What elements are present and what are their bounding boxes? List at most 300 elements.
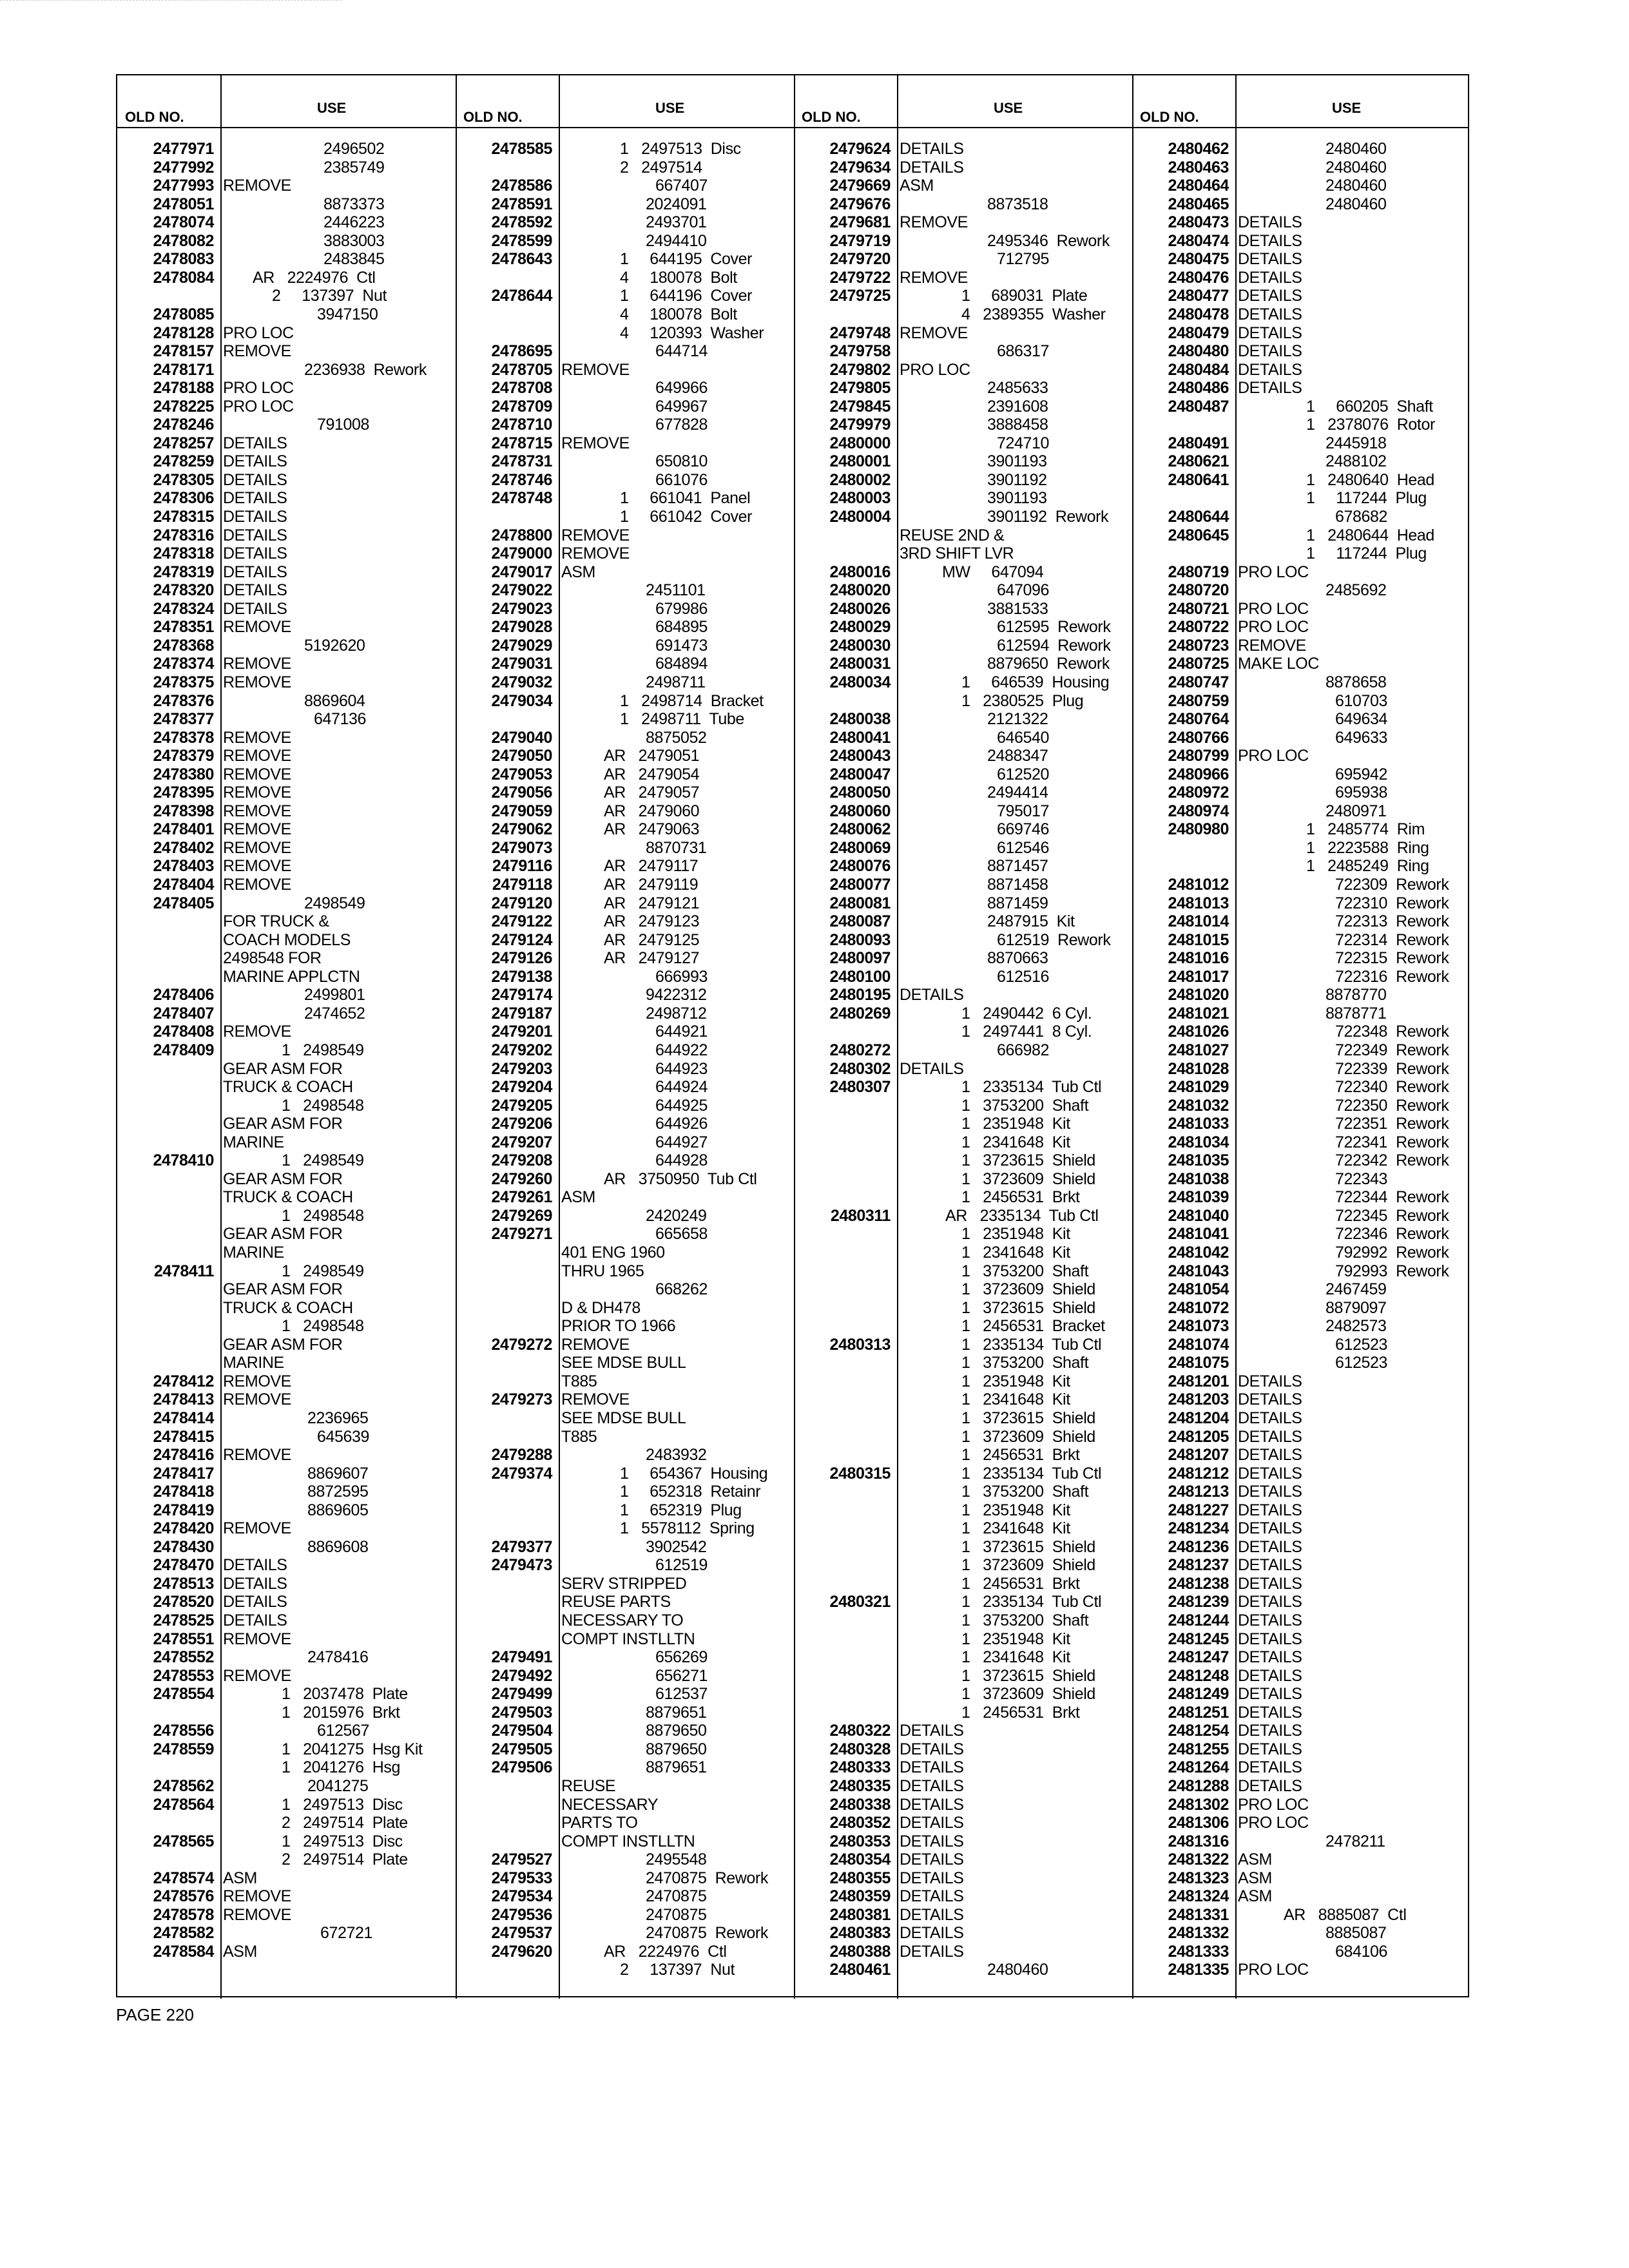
table-row [456,1428,794,1446]
old-number: 2480465 [1168,195,1229,213]
old-number: 2480269 [829,1004,891,1023]
table-row [456,250,794,268]
old-number: 2479118 [492,876,552,894]
table-row [794,968,1132,986]
table-row [1132,820,1470,838]
use-entry: 612523 [1335,1354,1388,1372]
old-number: 2479056 [491,783,552,802]
table-row [117,1299,456,1317]
table-row [1132,1685,1470,1703]
use-entry: 2470875 [646,1905,707,1924]
old-number: 2478407 [153,1004,214,1023]
old-number: 2480464 [1168,177,1229,195]
table-row [794,324,1132,342]
use-entry: 2498711 [646,673,706,691]
table-row [456,1961,794,1979]
use-entry: DETAILS [1238,1593,1302,1611]
old-number: 2480723 [1168,636,1229,655]
use-entry: 679986 [655,599,708,618]
table-row [117,673,456,691]
old-number: 2478582 [153,1924,214,1943]
table-row [456,1704,794,1722]
table-row [1132,1097,1470,1115]
use-entry: 2483932 [646,1446,707,1465]
old-number: 2479261 [491,1188,552,1207]
table-row [794,1887,1132,1905]
table-row [456,379,794,397]
old-number: 2480043 [829,747,891,765]
use-entry: PRO LOC [223,397,294,416]
old-number: 2480020 [829,581,891,600]
table-row [794,213,1132,231]
table-row [794,1611,1132,1629]
old-number: 2479062 [491,820,552,839]
old-number: 2480644 [1168,508,1229,526]
table-row [117,1409,456,1427]
use-entry: 722339 Rework [1335,1059,1449,1078]
old-number: 2478554 [153,1685,214,1704]
use-entry: 8879651 [646,1758,707,1777]
use-entry: D & DH478 [561,1298,641,1317]
use-entry: 8871457 [987,857,1048,876]
use-entry: AR 2479125 [604,930,700,949]
old-number: 2481333 [1168,1942,1229,1961]
use-entry: DETAILS [1238,1446,1302,1465]
old-number: 2478188 [153,379,214,398]
old-number: 2480484 [1168,360,1229,379]
use-entry: 656271 [655,1666,708,1685]
old-number: 2478376 [153,691,214,710]
old-number: 2478552 [153,1648,214,1667]
use-entry: 8878771 [1325,1004,1387,1023]
table-row [794,159,1132,177]
table-row [456,1390,794,1408]
use-entry: 1 2335134 Tub Ctl [961,1335,1102,1354]
old-number: 2481073 [1168,1317,1229,1336]
old-number: 2479017 [491,562,552,581]
table-row [117,1758,456,1776]
use-entry: 2470875 [646,1887,707,1906]
use-entry: 612520 [997,765,1050,783]
use-entry: REMOVE [223,747,291,765]
old-number: 2478417 [153,1464,214,1483]
table-row [1132,434,1470,452]
table-row [1132,783,1470,802]
use-entry: 1 3723615 Shield [961,1666,1095,1685]
use-entry: 2445918 [1325,434,1387,452]
table-row [456,839,794,857]
table-row [1132,1648,1470,1666]
use-entry: 684106 [1335,1942,1388,1961]
use-entry: AR 2479121 [604,894,700,912]
use-entry: REMOVE [223,838,291,857]
table-row [1132,1115,1470,1133]
table-row [456,508,794,526]
table-row [794,1317,1132,1335]
old-number: 2479725 [829,287,891,305]
use-entry: DETAILS [223,562,287,581]
old-number: 2480195 [829,986,891,1004]
old-number: 2479260 [491,1169,552,1188]
old-number: 2480799 [1168,747,1229,765]
table-row [456,324,794,342]
use-entry: 8869605 [307,1501,369,1519]
table-row [117,1041,456,1059]
old-number: 2478599 [491,231,552,250]
table-row [456,692,794,710]
old-number: 2477971 [153,140,214,158]
table-row [794,1961,1132,1979]
use-entry: GEAR ASM FOR [223,1225,343,1244]
table-row [117,489,456,507]
table-row [794,489,1132,507]
use-entry: 2480460 [1325,177,1387,195]
use-entry: 2483845 [323,250,385,269]
table-row [794,1777,1132,1795]
old-number: 2479722 [829,268,891,287]
use-entry: REMOVE [223,618,291,637]
table-row [794,1575,1132,1593]
use-entry: DETAILS [1238,360,1302,379]
table-row [794,1207,1132,1225]
old-number: 2481072 [1168,1298,1229,1317]
table-row [794,1041,1132,1059]
old-number: 2479028 [491,618,552,637]
scan-artifact [0,0,342,5]
old-number: 2481237 [1168,1556,1229,1575]
use-entry: 1 644196 Cover [620,287,753,305]
table-row [1132,692,1470,710]
old-number: 2478748 [491,489,552,508]
use-entry: 2494410 [646,231,707,250]
old-number: 2479499 [491,1685,552,1704]
table-row [1132,269,1470,287]
use-entry: 722341 Rework [1335,1133,1449,1151]
use-entry: DETAILS [900,1795,964,1814]
table-row [794,1501,1132,1519]
old-number: 2478395 [153,783,214,802]
old-number: 2478316 [153,526,214,544]
table-row [794,508,1132,526]
use-entry: 3901193 [987,489,1047,508]
use-entry: 1 2015976 Brkt [282,1703,400,1722]
table-row [794,250,1132,268]
table-row [456,1372,794,1390]
table-row [794,986,1132,1004]
old-number: 2478306 [153,489,214,508]
use-entry: 2470875 Rework [646,1924,768,1943]
table-row [1132,416,1470,434]
use-entry: 2121322 [987,710,1048,729]
header-use: USE [317,100,347,116]
old-number: 2480029 [829,618,891,637]
table-row [1132,526,1470,544]
table-row [117,177,456,195]
old-number: 2478380 [153,765,214,783]
old-number: 2478418 [153,1483,214,1501]
old-number: 2480980 [1168,820,1229,839]
table-row [1132,1060,1470,1078]
old-number: 2478525 [153,1611,214,1629]
use-entry: 8869604 [304,691,365,710]
use-entry: 1 3723615 Shield [961,1408,1095,1427]
use-entry: MARINE [223,1133,284,1151]
table-row [794,673,1132,691]
table-row [117,1372,456,1390]
table-row [794,1796,1132,1814]
table-row [456,1575,794,1593]
old-number: 2481264 [1168,1758,1229,1777]
old-number: 2479536 [491,1905,552,1924]
use-entry: 667407 [655,177,708,195]
table-row [1132,1207,1470,1225]
use-entry: 644923 [655,1059,708,1078]
use-entry: REMOVE [900,268,968,287]
use-entry: 1 646539 Housing [961,673,1110,691]
table-row [1132,544,1470,562]
old-number: 2481247 [1168,1648,1229,1667]
use-entry: ASM [561,562,595,581]
use-entry: DETAILS [1238,1556,1302,1575]
table-row [794,1850,1132,1869]
table-row [1132,1133,1470,1151]
old-number: 2481074 [1168,1335,1229,1354]
use-entry: 791008 [317,416,370,434]
table-row [1132,305,1470,323]
old-number: 2478368 [153,636,214,655]
use-entry: 2 137397 Nut [272,287,387,305]
old-number: 2478643 [491,250,552,269]
old-number: 2478592 [491,213,552,232]
table-row [1132,1667,1470,1685]
old-number: 2479634 [829,158,891,177]
use-entry: DETAILS [900,1905,964,1924]
table-row [117,361,456,379]
use-entry: 1 2351948 Kit [961,1372,1070,1390]
table-row [794,1354,1132,1372]
table-row [117,324,456,342]
use-entry: PRO LOC [1238,1795,1309,1814]
use-entry: REMOVE [1238,636,1306,655]
old-number: 2478318 [153,544,214,563]
use-entry: DETAILS [900,1924,964,1943]
table-row [456,600,794,618]
use-entry: 1 2037478 Plate [282,1685,408,1704]
use-entry: 646540 [997,728,1050,747]
table-row [1132,1924,1470,1942]
use-entry: REMOVE [223,1629,291,1648]
table-row [117,1097,456,1115]
old-number: 2481302 [1168,1795,1229,1814]
old-number: 2478415 [153,1427,214,1446]
use-entry: REMOVE [223,783,291,802]
use-entry: ASM [223,1869,257,1887]
old-number: 2481029 [1168,1078,1229,1097]
header-use: USE [1332,100,1362,116]
use-entry: 8871458 [987,876,1048,894]
table-row [794,1115,1132,1133]
table-row [456,305,794,323]
table-row [117,342,456,360]
use-entry: 672721 [320,1924,373,1943]
table-row [1132,1004,1470,1023]
table-row [456,1556,794,1574]
use-entry: 8872595 [307,1483,369,1501]
table-row [456,361,794,379]
table-row [1132,342,1470,360]
table-row [117,1593,456,1611]
table-row [456,1593,794,1611]
use-entry: AR 2479057 [604,783,700,802]
table-row [456,1850,794,1869]
use-entry: DETAILS [223,1556,287,1575]
use-entry: REMOVE [223,1887,291,1906]
use-entry: 612519 Rework [997,930,1111,949]
use-entry: 684895 [655,618,708,637]
table-row [794,1023,1132,1041]
use-entry: DETAILS [1238,1776,1302,1795]
use-entry: DETAILS [223,544,287,563]
table-row [1132,379,1470,397]
old-number: 2481013 [1168,894,1229,912]
use-entry: MW 647094 [942,562,1044,581]
table-row [456,489,794,507]
table-row [117,1630,456,1648]
use-entry: 1 2498548 [282,1317,364,1336]
header-old-no: OLD NO. [1140,109,1199,125]
old-number: 2480477 [1168,287,1229,305]
table-row [456,1758,794,1776]
old-number: 2478402 [153,838,214,857]
use-entry: DETAILS [1238,1629,1302,1648]
table-row [456,710,794,728]
old-number: 2481017 [1168,967,1229,986]
use-entry: 1 3753200 Shaft [961,1262,1089,1280]
table-row [794,802,1132,820]
use-entry: PARTS TO [561,1814,638,1832]
old-number: 2481205 [1168,1427,1229,1446]
old-number: 2480719 [1168,562,1229,581]
old-number: 2478412 [153,1372,214,1390]
table-row [794,1538,1132,1556]
old-number: 2479374 [491,1464,552,1483]
use-entry: DETAILS [900,1814,964,1832]
table-row [1132,1961,1470,1979]
table-row [456,1151,794,1169]
table-row [117,765,456,783]
table-row [1132,232,1470,250]
use-entry: PRO LOC [223,379,294,398]
use-entry: 1 2498548 [282,1096,364,1115]
use-entry: 1 2498714 Bracket [620,691,764,710]
old-number: 2479288 [491,1446,552,1465]
table-row [794,1151,1132,1169]
use-entry: 2480971 [1325,802,1387,820]
table-row [117,1023,456,1041]
old-number: 2480302 [829,1059,891,1078]
use-entry: 8879651 [646,1703,707,1722]
use-entry: 722309 Rework [1335,876,1449,894]
table-row [456,1667,794,1685]
table-row [456,195,794,213]
use-entry: 668262 [655,1280,708,1299]
table-row [456,1869,794,1887]
use-entry: 1 2341648 Kit [961,1519,1070,1538]
old-number: 2478715 [491,434,552,452]
old-number: 2479031 [491,655,552,673]
old-number: 2480359 [829,1887,891,1906]
old-number: 2479537 [491,1924,552,1943]
use-entry: AR 2479051 [604,747,700,765]
old-number: 2480026 [829,599,891,618]
table-row [117,1667,456,1685]
table-row [456,1501,794,1519]
use-entry: REUSE 2ND & [900,526,1005,544]
old-number: 2478584 [153,1942,214,1961]
old-number: 2478710 [491,416,552,434]
table-row [794,1465,1132,1483]
old-number: 2480311 [830,1206,891,1225]
table-row [794,1667,1132,1685]
use-entry: DETAILS [1238,1758,1302,1777]
old-number: 2480475 [1168,250,1229,269]
use-entry: REMOVE [223,802,291,820]
use-entry: NECESSARY TO [561,1611,684,1629]
use-entry: 2 2497514 [620,158,702,177]
table-row [794,269,1132,287]
table-row [456,1777,794,1795]
use-entry: 2 2497514 Plate [282,1850,408,1869]
old-number: 2480383 [829,1924,891,1943]
table-row [456,1170,794,1188]
old-number: 2478157 [153,342,214,361]
use-entry: 2482573 [1325,1317,1387,1336]
use-entry: 647096 [997,581,1050,600]
use-entry: 1 3723609 Shield [961,1427,1095,1446]
table-row [1132,1501,1470,1519]
old-number: 2481324 [1168,1887,1229,1906]
table-row [1132,1758,1470,1776]
old-number: 2478559 [153,1740,214,1758]
use-entry: PRO LOC [1238,618,1309,637]
table-row [117,398,456,416]
old-number: 2478084 [153,268,214,287]
table-row [794,1519,1132,1537]
use-entry: 661076 [655,470,708,489]
use-entry: 1 2456531 Brkt [961,1188,1080,1207]
table-row [456,1832,794,1850]
table-row [794,1446,1132,1464]
table-row [794,1262,1132,1280]
old-number: 2480321 [829,1593,891,1611]
table-row [794,140,1132,158]
old-number: 2481043 [1168,1262,1229,1280]
old-number: 2479719 [829,231,891,250]
table-row [794,1336,1132,1354]
use-entry: 2485633 [987,379,1048,398]
old-number: 2481227 [1168,1501,1229,1519]
old-number: 2480076 [829,857,891,876]
table-row [456,1041,794,1059]
table-row [1132,618,1470,636]
old-number: 2481204 [1168,1408,1229,1427]
use-entry: SERV STRIPPED [561,1574,687,1593]
use-entry: 1 2380525 Plug [961,691,1084,710]
use-entry: 795017 [997,802,1050,820]
table-row [794,1372,1132,1390]
table-row [794,526,1132,544]
use-entry: 8875052 [646,728,707,747]
